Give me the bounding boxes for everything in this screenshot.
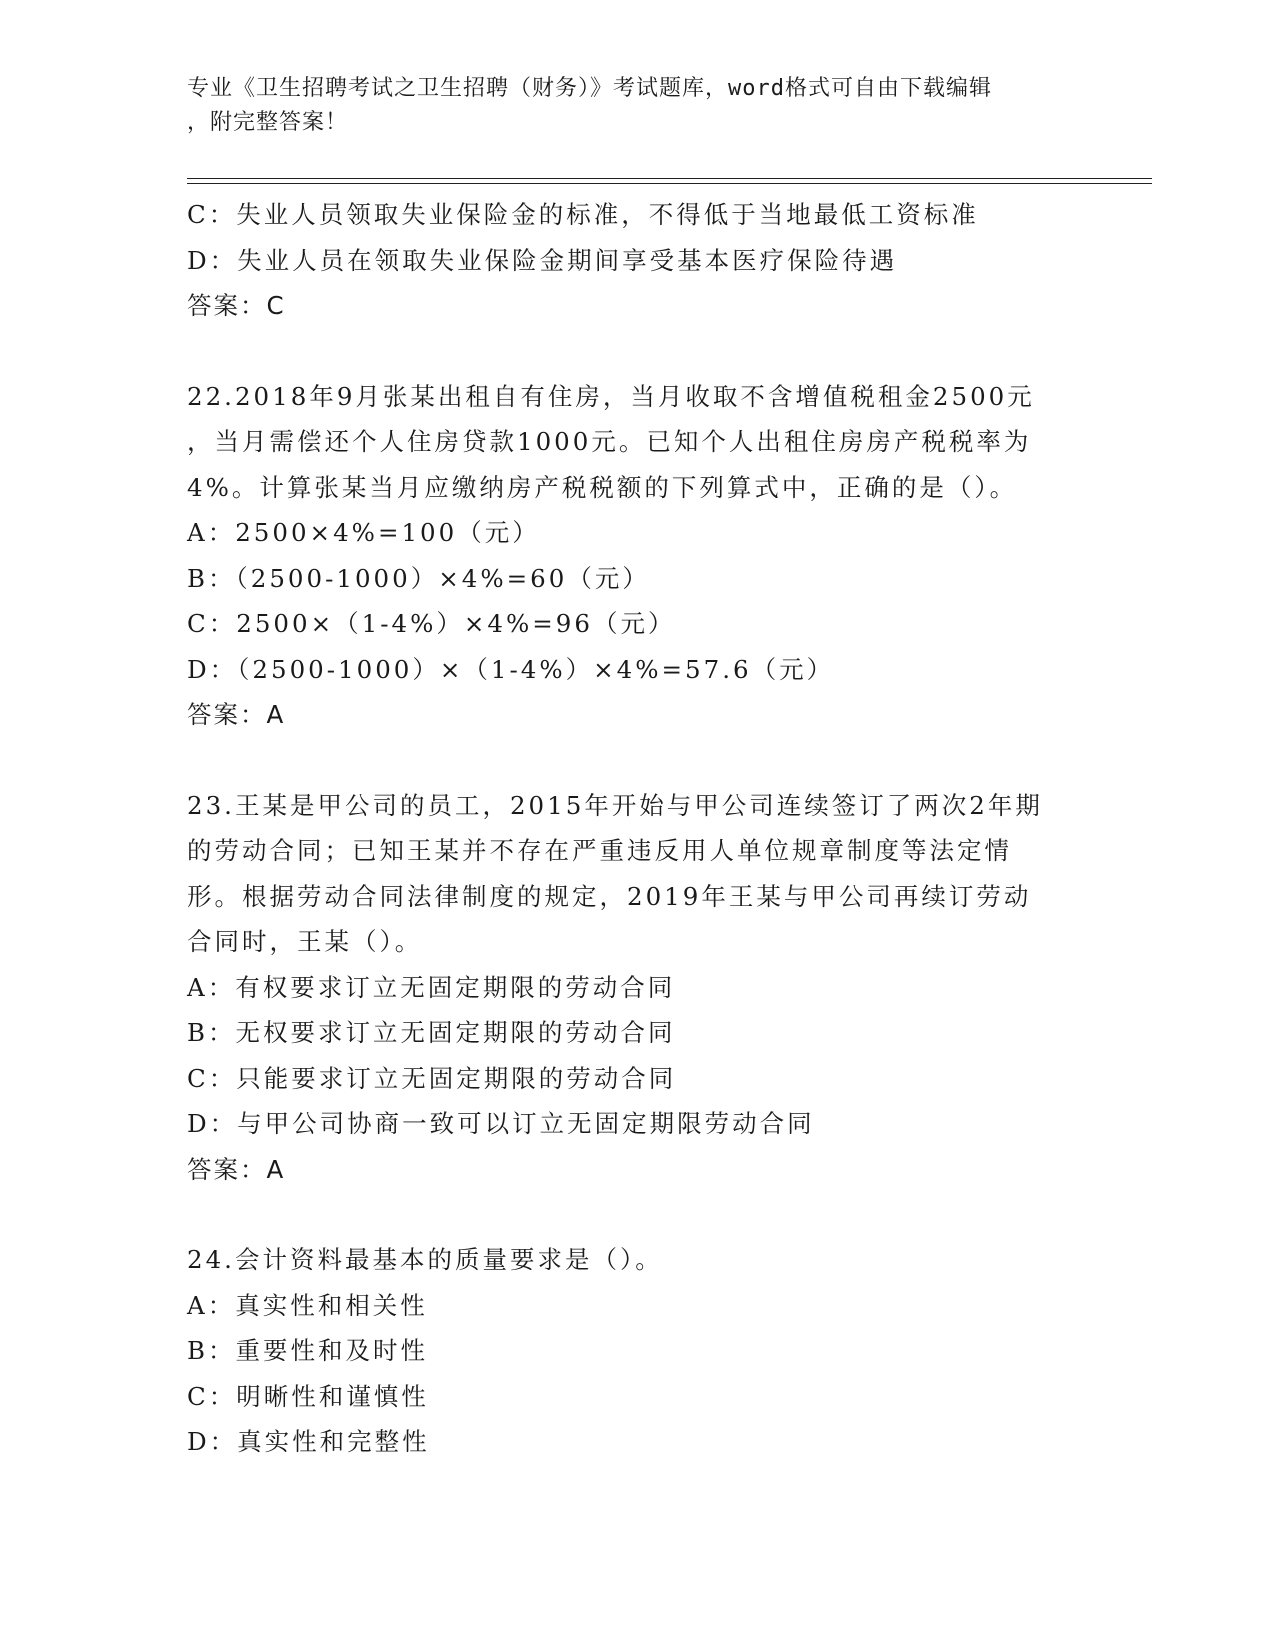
question-stem-line: 23.王某是甲公司的员工，2015年开始与甲公司连续签订了两次2年期 [187, 790, 1043, 820]
option-d: D：（2500-1000）×（1-4%）×4%=57.6（元） [187, 654, 835, 684]
option-c: C：明晰性和谨慎性 [187, 1381, 429, 1411]
option-d: D：真实性和完整性 [187, 1427, 430, 1456]
option-c: C：失业人员领取失业保险金的标准，不得低于当地最低工资标准 [187, 200, 979, 229]
question-stem-line: 22.2018年9月张某出租自有住房，当月收取不含增值税租金2500元 [187, 381, 1035, 411]
header-divider-bottom [187, 183, 1152, 184]
option-b: B：重要性和及时性 [187, 1336, 429, 1365]
header-divider-top [187, 178, 1152, 179]
question-stem-line: ，当月需偿还个人住房贷款1000元。已知个人出租住房房产税税率为 [187, 427, 1032, 456]
option-b: B：无权要求订立无固定期限的劳动合同 [187, 1018, 676, 1047]
answer: 答案：A [187, 1154, 286, 1184]
option-a: A：2500×4%=100（元） [187, 518, 540, 547]
question-stem-line: 4%。计算张某当月应缴纳房产税税额的下列算式中，正确的是（）。 [187, 472, 1018, 502]
header-line-2: ，附完整答案！ [187, 110, 349, 135]
option-d: D：与甲公司协商一致可以订立无固定期限劳动合同 [187, 1109, 815, 1138]
question-stem-line: 形。根据劳动合同法律制度的规定，2019年王某与甲公司再续订劳动 [187, 881, 1032, 911]
answer: 答案：C [187, 291, 286, 320]
option-d: D：失业人员在领取失业保险金期间享受基本医疗保险待遇 [187, 245, 898, 275]
answer: 答案：A [187, 700, 286, 729]
option-a: A：有权要求订立无固定期限的劳动合同 [187, 972, 676, 1002]
document-header [187, 72, 1087, 140]
question-24 [187, 1237, 1147, 1465]
header-line-1: 专业《卫生招聘考试之卫生招聘（财务）》考试题库，word格式可自由下载编辑 [187, 76, 992, 101]
option-c: C：2500×（1-4%）×4%=96（元） [187, 609, 676, 638]
question-list [187, 192, 1147, 1465]
spacer [187, 1192, 1147, 1237]
option-a: A：真实性和相关性 [187, 1290, 428, 1320]
question-stem-line: 的劳动合同；已知王某并不存在严重违反用人单位规章制度等法定情 [187, 836, 1012, 865]
question-23 [187, 783, 1147, 1193]
question-21 [187, 192, 1147, 329]
question-stem-line: 24.会计资料最基本的质量要求是（）。 [187, 1245, 663, 1274]
spacer [187, 329, 1147, 374]
option-b: B：（2500-1000）×4%=60（元） [187, 563, 650, 593]
question-stem-line: 合同时，王某（）。 [187, 927, 423, 956]
spacer [187, 738, 1147, 783]
option-c: C：只能要求订立无固定期限的劳动合同 [187, 1063, 677, 1093]
question-22 [187, 374, 1147, 738]
